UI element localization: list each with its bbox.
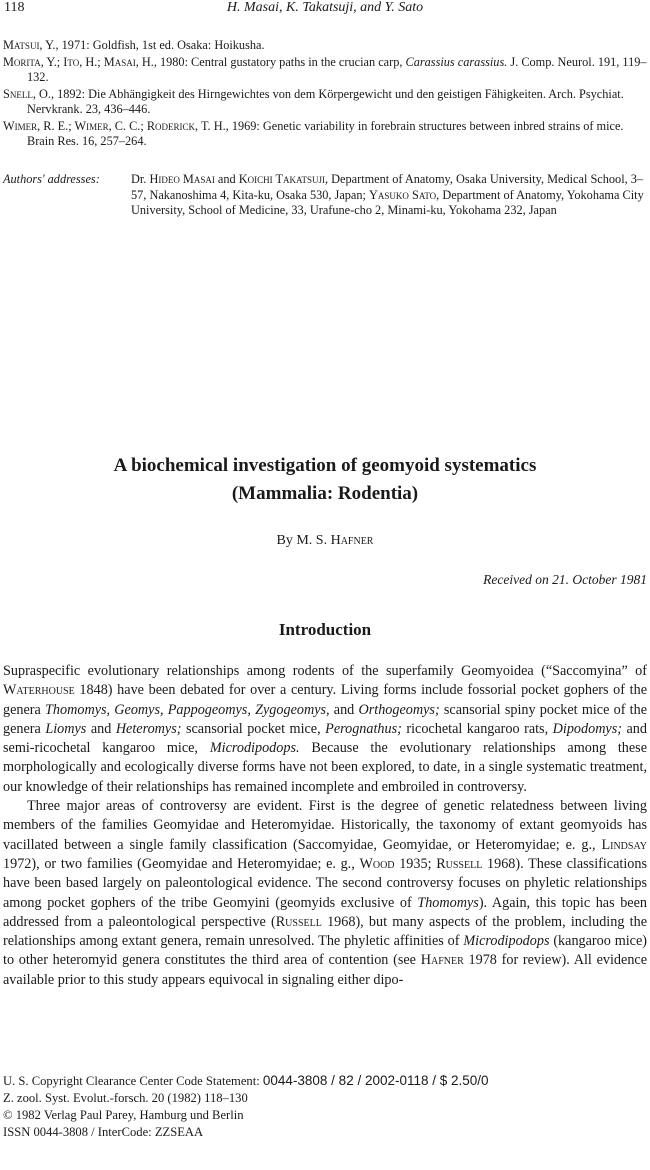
citation-author: Wood — [359, 855, 395, 872]
reference-authors: Wimer, R. E.; Wimer, C. C.; Roderick, T. H. — [3, 118, 226, 133]
publisher-line: © 1982 Verlag Paul Parey, Hamburg und Berlin — [3, 1108, 244, 1122]
citation-author: Waterhouse — [3, 682, 75, 699]
paragraph-text: ricochetal kangaroo rats, — [401, 720, 553, 737]
paragraph-text: 1848) have been debated for over a century. Living forms include fossorial pocket gophers of the genera — [3, 682, 647, 718]
reference-text: , 1969: Genetic variability in forebrain structures between inbred strains of mice. Brain Res. 16, 257–264. — [27, 118, 624, 148]
reference-text: , 1971: Goldfish, 1st ed. Osaka: Hoikusha. — [55, 38, 265, 52]
citation-author: Russell — [275, 913, 322, 930]
byline-author: Hafner — [330, 533, 374, 548]
running-head — [4, 0, 646, 22]
article-title-line: A biochemical investigation of geomyoid systematics — [113, 455, 537, 476]
reference-item — [3, 87, 647, 118]
address-text: Dr. — [131, 172, 150, 186]
running-title: H. Masai, K. Takatsuji, and Y. Sato — [226, 0, 424, 15]
reference-item — [3, 119, 647, 150]
copyright-label: U. S. Copyright Clearance Center Code Statement: — [3, 1074, 260, 1088]
reference-journal: J. Comp. Neurol. 191, 119–132. — [27, 54, 647, 84]
taxon-name: Orthogeomys; — [358, 701, 440, 718]
reference-authors: Snell, O. — [3, 86, 51, 101]
paragraph-text: and — [329, 701, 359, 718]
author-name: Yasuko Sato — [369, 187, 437, 202]
citation-author: Lindsay — [601, 836, 647, 853]
taxon-name: Microdipodops. — [209, 740, 300, 757]
author-name: Koichi Takatsuji — [238, 172, 325, 186]
reference-list — [3, 38, 647, 151]
received-date: Received on 21. October 1981 — [483, 572, 647, 587]
paragraph-text: Three major areas of controversy are evident. First is the degree of genetic relatedness between living members of the families Geomyidae and Heteromyidae. Historically, the taxonomy of extant geomyoids has vacillated between a single family classification (Saccomyidae, Geomyidae, or Heteromyidae; e. g., — [3, 798, 647, 853]
taxon-name: Microdipodops — [463, 933, 550, 950]
paragraph-text: 1978 for review). All evidence available prior to this study appears equivocal in signaling either dipo- — [3, 952, 648, 988]
taxon-name: Thomomys, Geomys, Pappogeomys, Zygogeomys, — [45, 701, 330, 718]
paragraph-text: Supraspecific evolutionary relationships among rodents of the superfamily Geomyoidea (“Saccomyina” of — [3, 663, 647, 679]
paragraph-text: ). Again, this topic has been addressed from a paleontological perspective ( — [3, 894, 647, 930]
intro-paragraph — [3, 662, 647, 797]
author-name: Hideo Masai — [149, 172, 215, 186]
citation-author: Hafner — [420, 952, 464, 969]
address-text: and — [214, 172, 239, 186]
taxon-name: Liomys — [45, 720, 87, 737]
reference-authors: Matsui, Y. — [3, 38, 56, 52]
authors-addresses — [3, 172, 647, 219]
authors-addresses-label: Authors' addresses: — [3, 172, 100, 186]
authors-addresses-text — [131, 172, 647, 219]
article-byline — [0, 533, 650, 549]
paragraph-text: 1968), but many aspects of the problem, including the relationships among extant genera, remain unresolved. The phyletic affinities of — [3, 913, 647, 950]
paragraph-text: (kangaroo mice) to other heteromyid genera constitutes the third area of contention (see — [3, 933, 647, 969]
paragraph-text: scansorial spiny pocket mice of the genera — [3, 701, 647, 737]
reference-species: Carassius carassius. — [405, 54, 508, 69]
copyright-code: 0044-3808 / 82 / 2002-0118 / $ 2.50/0 — [262, 1073, 489, 1088]
copyright-statement — [3, 1072, 647, 1090]
section-heading: Introduction — [278, 620, 372, 639]
paragraph-text: 1935; — [394, 855, 437, 872]
taxon-name: Heteromys; — [115, 720, 182, 737]
address-text: , Department of Anatomy, Osaka University, Medical School, 3–57, Nakanoshima 4, Kita-ku, Osaka 530, Japan; — [131, 172, 644, 202]
address-text: , Department of Anatomy, Yokohama City University, School of Medicine, 33, Urafune-cho 2, Minami-ku, Yokohama 232, Japan — [131, 187, 644, 217]
page-footer — [3, 1072, 647, 1141]
taxon-name: Perognathus; — [325, 720, 402, 737]
byline-prefix: By M. S. — [276, 533, 331, 548]
reference-text: , 1980: Central gustatory paths in the crucian carp, — [153, 54, 406, 69]
article-title-line: (Mammalia: Rodentia) — [231, 483, 419, 504]
intro-paragraph — [3, 797, 647, 990]
article-title — [0, 452, 650, 508]
paragraph-text: Because the evolutionary relationships among these morphologically and ecologically diverse forms have not been explored, to date, in a single systematic treatment, our knowledge of their relationships has remained incomplete and embroiled in controversy. — [3, 740, 648, 795]
citation-author: Russell — [436, 855, 483, 872]
taxon-name: Thomomys — [417, 894, 479, 911]
taxon-name: Dipodomys; — [552, 720, 622, 737]
reference-item — [3, 55, 647, 86]
journal-citation: Z. zool. Syst. Evolut.-forsch. 20 (1982) 118–130 — [3, 1091, 248, 1105]
page-number: 118 — [4, 0, 25, 15]
paragraph-text: scansorial pocket mice, — [181, 720, 326, 737]
paragraph-text: and semi-ricochetal kangaroo mice, — [3, 720, 647, 757]
paragraph-text: 1968). These classifications have been based largely on paleontological evidence. The second controversy focuses on phyletic relationships among pocket gophers of the tribe Geomyini (geomyids exclusive of — [3, 855, 647, 911]
paragraph-text: 1972), or two families (Geomyidae and Heteromyidae; e. g., — [3, 855, 360, 872]
reference-item — [3, 38, 647, 54]
reference-text: , 1892: Die Abhängigkeit des Hirngewichtes von dem Körpergewicht und den geistigen Fähigkeiten. Arch. Psychiat. Nervkrank. 23, 436–446. — [27, 86, 624, 116]
issn-line: ISSN 0044-3808 / InterCode: ZZSEAA — [3, 1125, 204, 1139]
paragraph-text: and — [86, 720, 116, 737]
reference-authors: Morita, Y.; Ito, H.; Masai, H. — [3, 54, 154, 69]
introduction-body — [3, 662, 647, 990]
